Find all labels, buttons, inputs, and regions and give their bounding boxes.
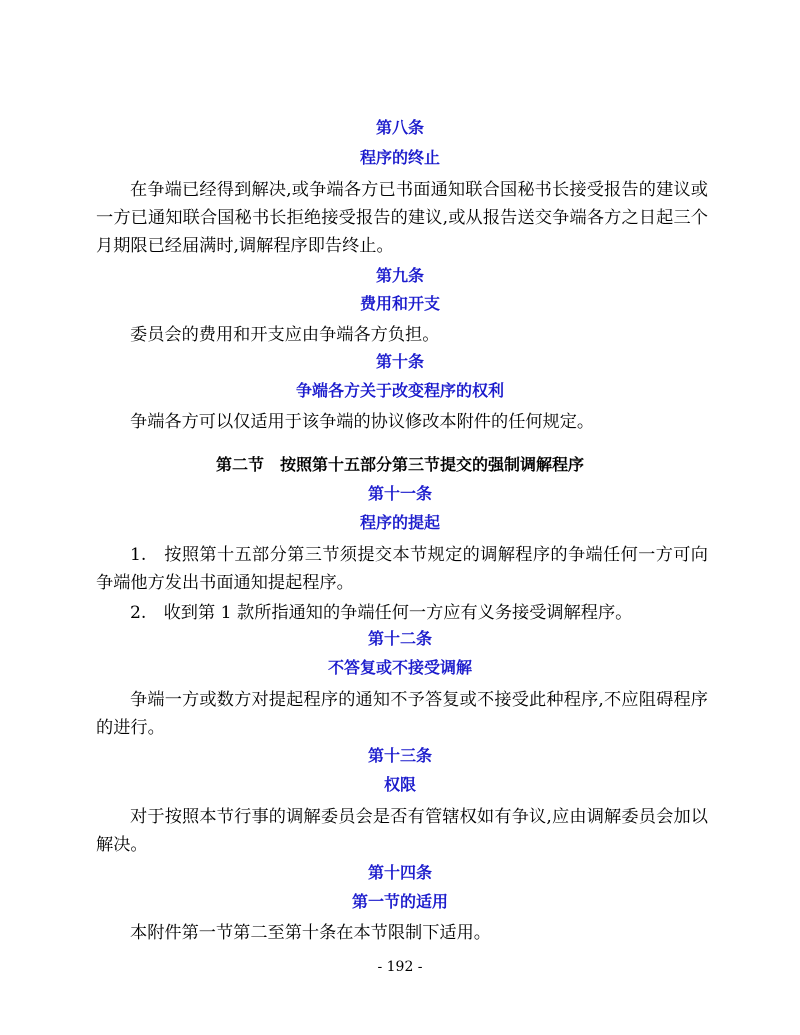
article-8-subtitle: 程序的终止 [359, 148, 440, 167]
article-12-paragraph-line-2: 的进行。 [96, 718, 165, 738]
article-14-subtitle: 第一节的适用 [351, 892, 448, 911]
article-12-subtitle: 不答复或不接受调解 [327, 658, 472, 677]
article-9-paragraph-line-1: 委员会的费用和开支应由争端各方负担。 [130, 325, 440, 345]
article-8-paragraph-line-1: 在争端已经得到解决,或争端各方已书面通知联合国秘书长接受报告的建议或 [130, 180, 708, 200]
article-13-subtitle: 权限 [383, 775, 416, 794]
article-12-title: 第十二条 [367, 629, 432, 648]
article-11-paragraph-2-line-1: 2. 收到第 1 款所指通知的争端任何一方应有义务接受调解程序。 [130, 603, 633, 623]
page-number: - 192 - [377, 959, 423, 975]
article-8-paragraph-line-2: 一方已通知联合国秘书长拒绝接受报告的建议,或从报告送交争端各方之日起三个 [96, 208, 708, 228]
article-10-paragraph-line-1: 争端各方可以仅适用于该争端的协议修改本附件的任何规定。 [130, 412, 595, 432]
article-14-paragraph-line-1: 本附件第一节第二至第十条在本节限制下适用。 [130, 923, 491, 943]
article-9-subtitle: 费用和开支 [359, 294, 440, 313]
article-10-title: 第十条 [375, 352, 424, 371]
article-10-subtitle: 争端各方关于改变程序的权利 [295, 381, 504, 400]
article-14-title: 第十四条 [367, 863, 432, 882]
article-12-paragraph-line-1: 争端一方或数方对提起程序的通知不予答复或不接受此种程序,不应阻碍程序 [130, 690, 708, 710]
article-13-paragraph-line-2: 解决。 [96, 835, 148, 855]
article-11-subtitle: 程序的提起 [359, 513, 440, 532]
section-2-heading: 第二节 按照第十五部分第三节提交的强制调解程序 [215, 455, 584, 474]
article-11-paragraph-1-line-1: 1. 按照第十五部分第三节须提交本节规定的调解程序的争端任何一方可向 [130, 545, 708, 565]
article-11-paragraph-1-line-2: 争端他方发出书面通知提起程序。 [96, 573, 354, 593]
article-8-paragraph-line-3: 月期限已经届满时,调解程序即告终止。 [96, 236, 394, 256]
article-8-title: 第八条 [375, 118, 424, 137]
article-11-title: 第十一条 [367, 484, 432, 503]
article-13-title: 第十三条 [367, 746, 432, 765]
article-9-title: 第九条 [375, 266, 424, 285]
article-13-paragraph-line-1: 对于按照本节行事的调解委员会是否有管辖权如有争议,应由调解委员会加以 [130, 807, 708, 827]
